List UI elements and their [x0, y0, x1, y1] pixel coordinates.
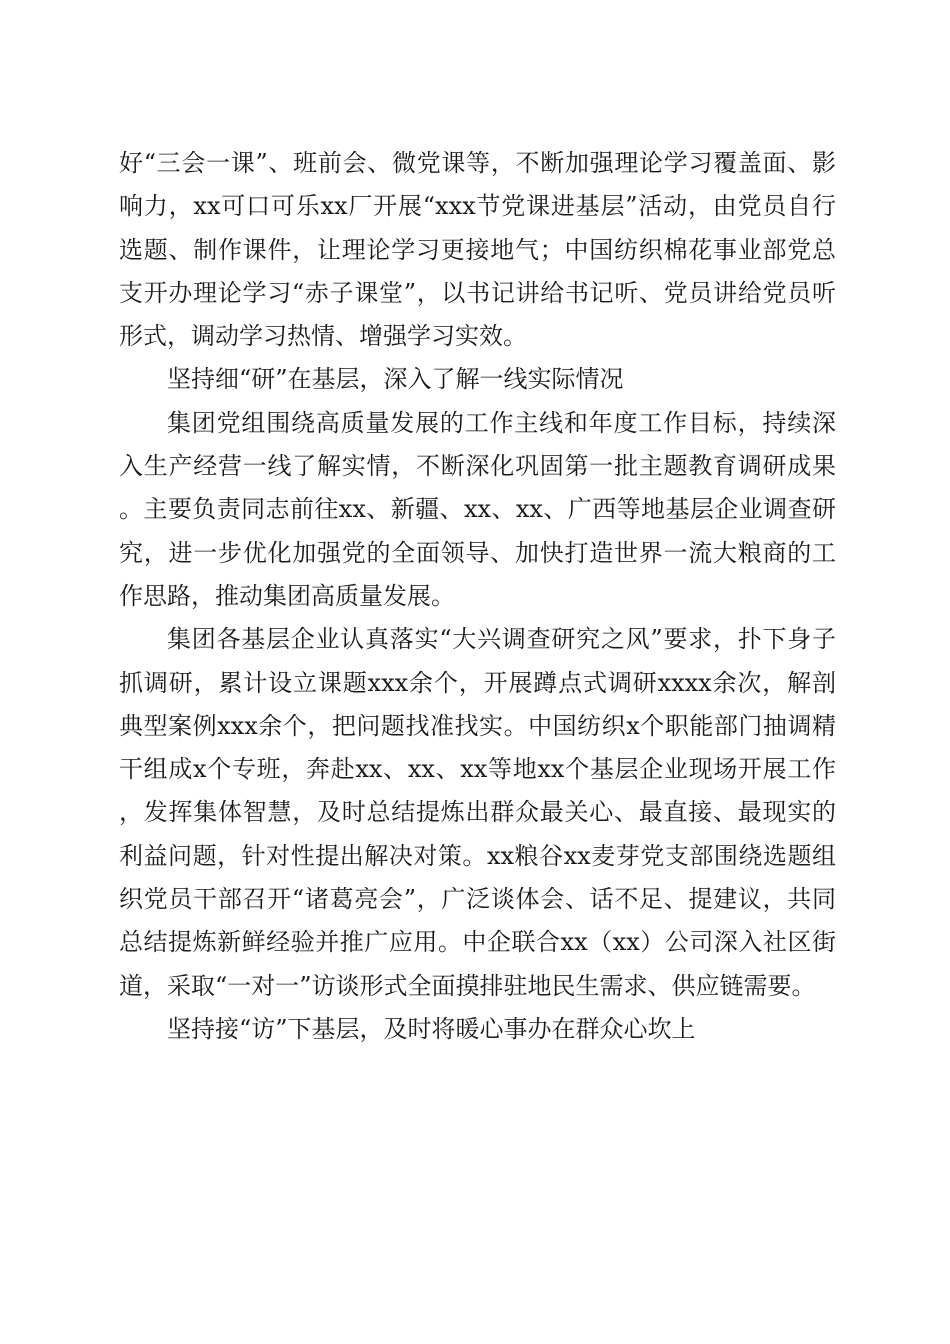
paragraph-continuation: 好“三会一课”、班前会、微党课等，不断加强理论学习覆盖面、影响力，xx可口可乐xx厂开展“xxx节党课进基层”活动，由党员自行选题、制作课件，让理论学习更接地气；中国纺织棉花事业部党总支开办理论学习“赤子课堂”，以书记讲给书记听、党员讲给党员听形式，调动学习热情、增强学习实效。 — [119, 149, 836, 351]
paragraph-party-group-research: 集团党组围绕高质量发展的工作主线和年度工作目标，持续深入生产经营一线了解实情，不断深化巩固第一批主题教育调研成果。主要负责同志前往xx、新疆、xx、xx、广西等地基层企业调查研究，进一步优化加强党的全面领导、加快打造世界一流大粮商的工作思路，推动集团高质量发展。 — [119, 408, 836, 610]
section-heading-research: 坚持细“研”在基层，深入了解一线实际情况 — [167, 365, 624, 394]
section-heading-visits: 坚持接“访”下基层，及时将暖心事办在群众心坎上 — [167, 1014, 696, 1043]
paragraph-grassroots-research: 集团各基层企业认真落实“大兴调查研究之风”要求，扑下身子抓调研，累计设立课题xxx余个，开展蹲点式调研xxxx余次，解剖典型案例xxx余个，把问题找准找实。中国纺织x个职能部门抽调精干组成x个专班，奔赴xx、xx、xx等地xx个基层企业现场开展工作，发挥集体智慧，及时总结提炼出群众最关心、最直接、最现实的利益问题，针对性提出解决对策。xx粮谷xx麦芽党支部围绕选题组织党员干部召开“诸葛亮会”，广泛谈体会、话不足、提建议，共同总结提炼新鲜经验并推广应用。中企联合xx（xx）公司深入社区街道，采取“一对一”访谈形式全面摸排驻地民生需求、供应链需要。 — [119, 625, 836, 1000]
document-body — [119, 142, 836, 1051]
